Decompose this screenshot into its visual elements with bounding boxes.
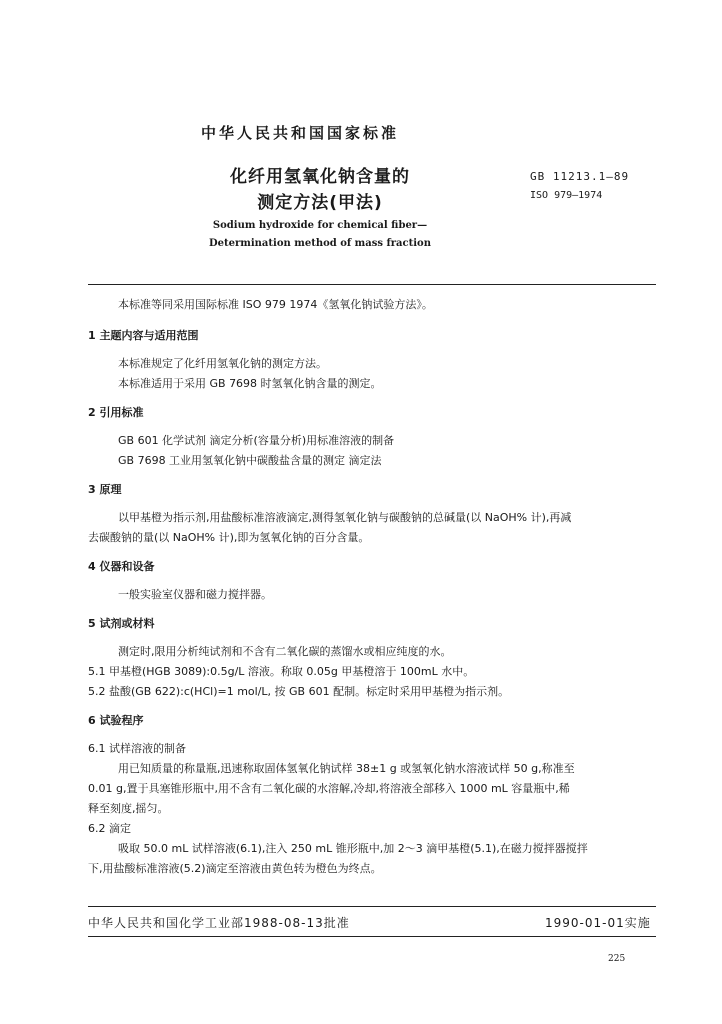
intro-text: 本标准等同采用国际标准 ISO 979 1974《氢氧化钠试验方法》。 xyxy=(118,298,433,311)
reference-item: GB 7698 工业用氢氧化钠中碳酸盐含量的测定 滴定法 xyxy=(118,454,382,467)
reference-item: GB 601 化学试剂 滴定分析(容量分析)用标准溶液的制备 xyxy=(118,434,395,447)
subsection-6-1-heading: 6.1 试样溶液的制备 xyxy=(88,742,186,755)
footer-divider xyxy=(88,906,656,907)
section-5-item: 5.2 盐酸(GB 622):c(HCl)=1 mol/L, 按 GB 601 配制。标定时采用甲基橙为指示剂。 xyxy=(88,685,510,698)
subsection-6-2-heading: 6.2 滴定 xyxy=(88,822,131,835)
section-5-item: 5.1 甲基橙(HGB 3089):0.5g/L 溶液。称取 0.05g 甲基橙溶于 100mL 水中。 xyxy=(88,665,475,678)
subsection-6-2-line: 吸取 50.0 mL 试样溶液(6.1),注入 250 mL 锥形瓶中,加 2～3 滴甲基橙(5.1),在磁力搅拌器搅拌 xyxy=(118,842,588,855)
standard-title-line1: 化纤用氢氧化钠含量的 xyxy=(230,167,410,187)
footer-bottom-divider xyxy=(88,936,656,937)
section-6-heading: 6 试验程序 xyxy=(88,714,144,727)
section-1-heading: 1 主题内容与适用范围 xyxy=(88,329,199,342)
subsection-6-1-line: 0.01 g,置于具塞锥形瓶中,用不含有二氧化碳的水溶解,冷却,将溶液全部移入 1000 mL 容量瓶中,稀 xyxy=(88,782,570,795)
english-title-line1: Sodium hydroxide for chemical fiber— xyxy=(212,220,428,231)
page-number: 225 xyxy=(608,954,626,964)
section-4-heading: 4 仪器和设备 xyxy=(88,560,155,573)
subsection-6-1-line: 用已知质量的称量瓶,迅速称取固体氢氧化钠试样 38±1 g 或氢氧化钠水溶液试样 50 g,称准至 xyxy=(118,762,575,775)
subsection-6-1-line: 释至刻度,摇匀。 xyxy=(88,802,169,815)
effective-date: 1990-01-01实施 xyxy=(545,916,651,930)
iso-code: ISO 979—1974 xyxy=(530,190,603,201)
approval-text: 中华人民共和国化学工业部1988-08-13批准 xyxy=(88,916,350,930)
national-standard-title: 中华人民共和国国家标准 xyxy=(200,124,399,142)
english-title-line2: Determination method of mass fraction xyxy=(209,238,431,249)
section-1-line: 本标准规定了化纤用氢氧化钠的测定方法。 xyxy=(118,357,327,370)
gb-code: GB 11213.1—89 xyxy=(530,170,630,183)
section-2-heading: 2 引用标准 xyxy=(88,406,144,419)
header-divider xyxy=(88,284,656,285)
section-5-line: 测定时,限用分析纯试剂和不含有二氧化碳的蒸馏水或相应纯度的水。 xyxy=(118,645,452,658)
section-3-line: 以甲基橙为指示剂,用盐酸标准溶液滴定,测得氢氧化钠与碳酸钠的总碱量(以 NaOH% 计),再减 xyxy=(118,511,572,524)
section-3-line: 去碳酸钠的量(以 NaOH% 计),即为氢氧化钠的百分含量。 xyxy=(88,531,370,544)
section-1-line: 本标准适用于采用 GB 7698 时氢氧化钠含量的测定。 xyxy=(118,377,382,390)
section-3-heading: 3 原理 xyxy=(88,483,122,496)
section-4-line: 一般实验室仪器和磁力搅拌器。 xyxy=(118,588,272,601)
section-5-heading: 5 试剂或材料 xyxy=(88,617,155,630)
subsection-6-2-line: 下,用盐酸标准溶液(5.2)滴定至溶液由黄色转为橙色为终点。 xyxy=(88,862,382,875)
standard-title-line2: 测定方法(甲法) xyxy=(257,193,383,213)
